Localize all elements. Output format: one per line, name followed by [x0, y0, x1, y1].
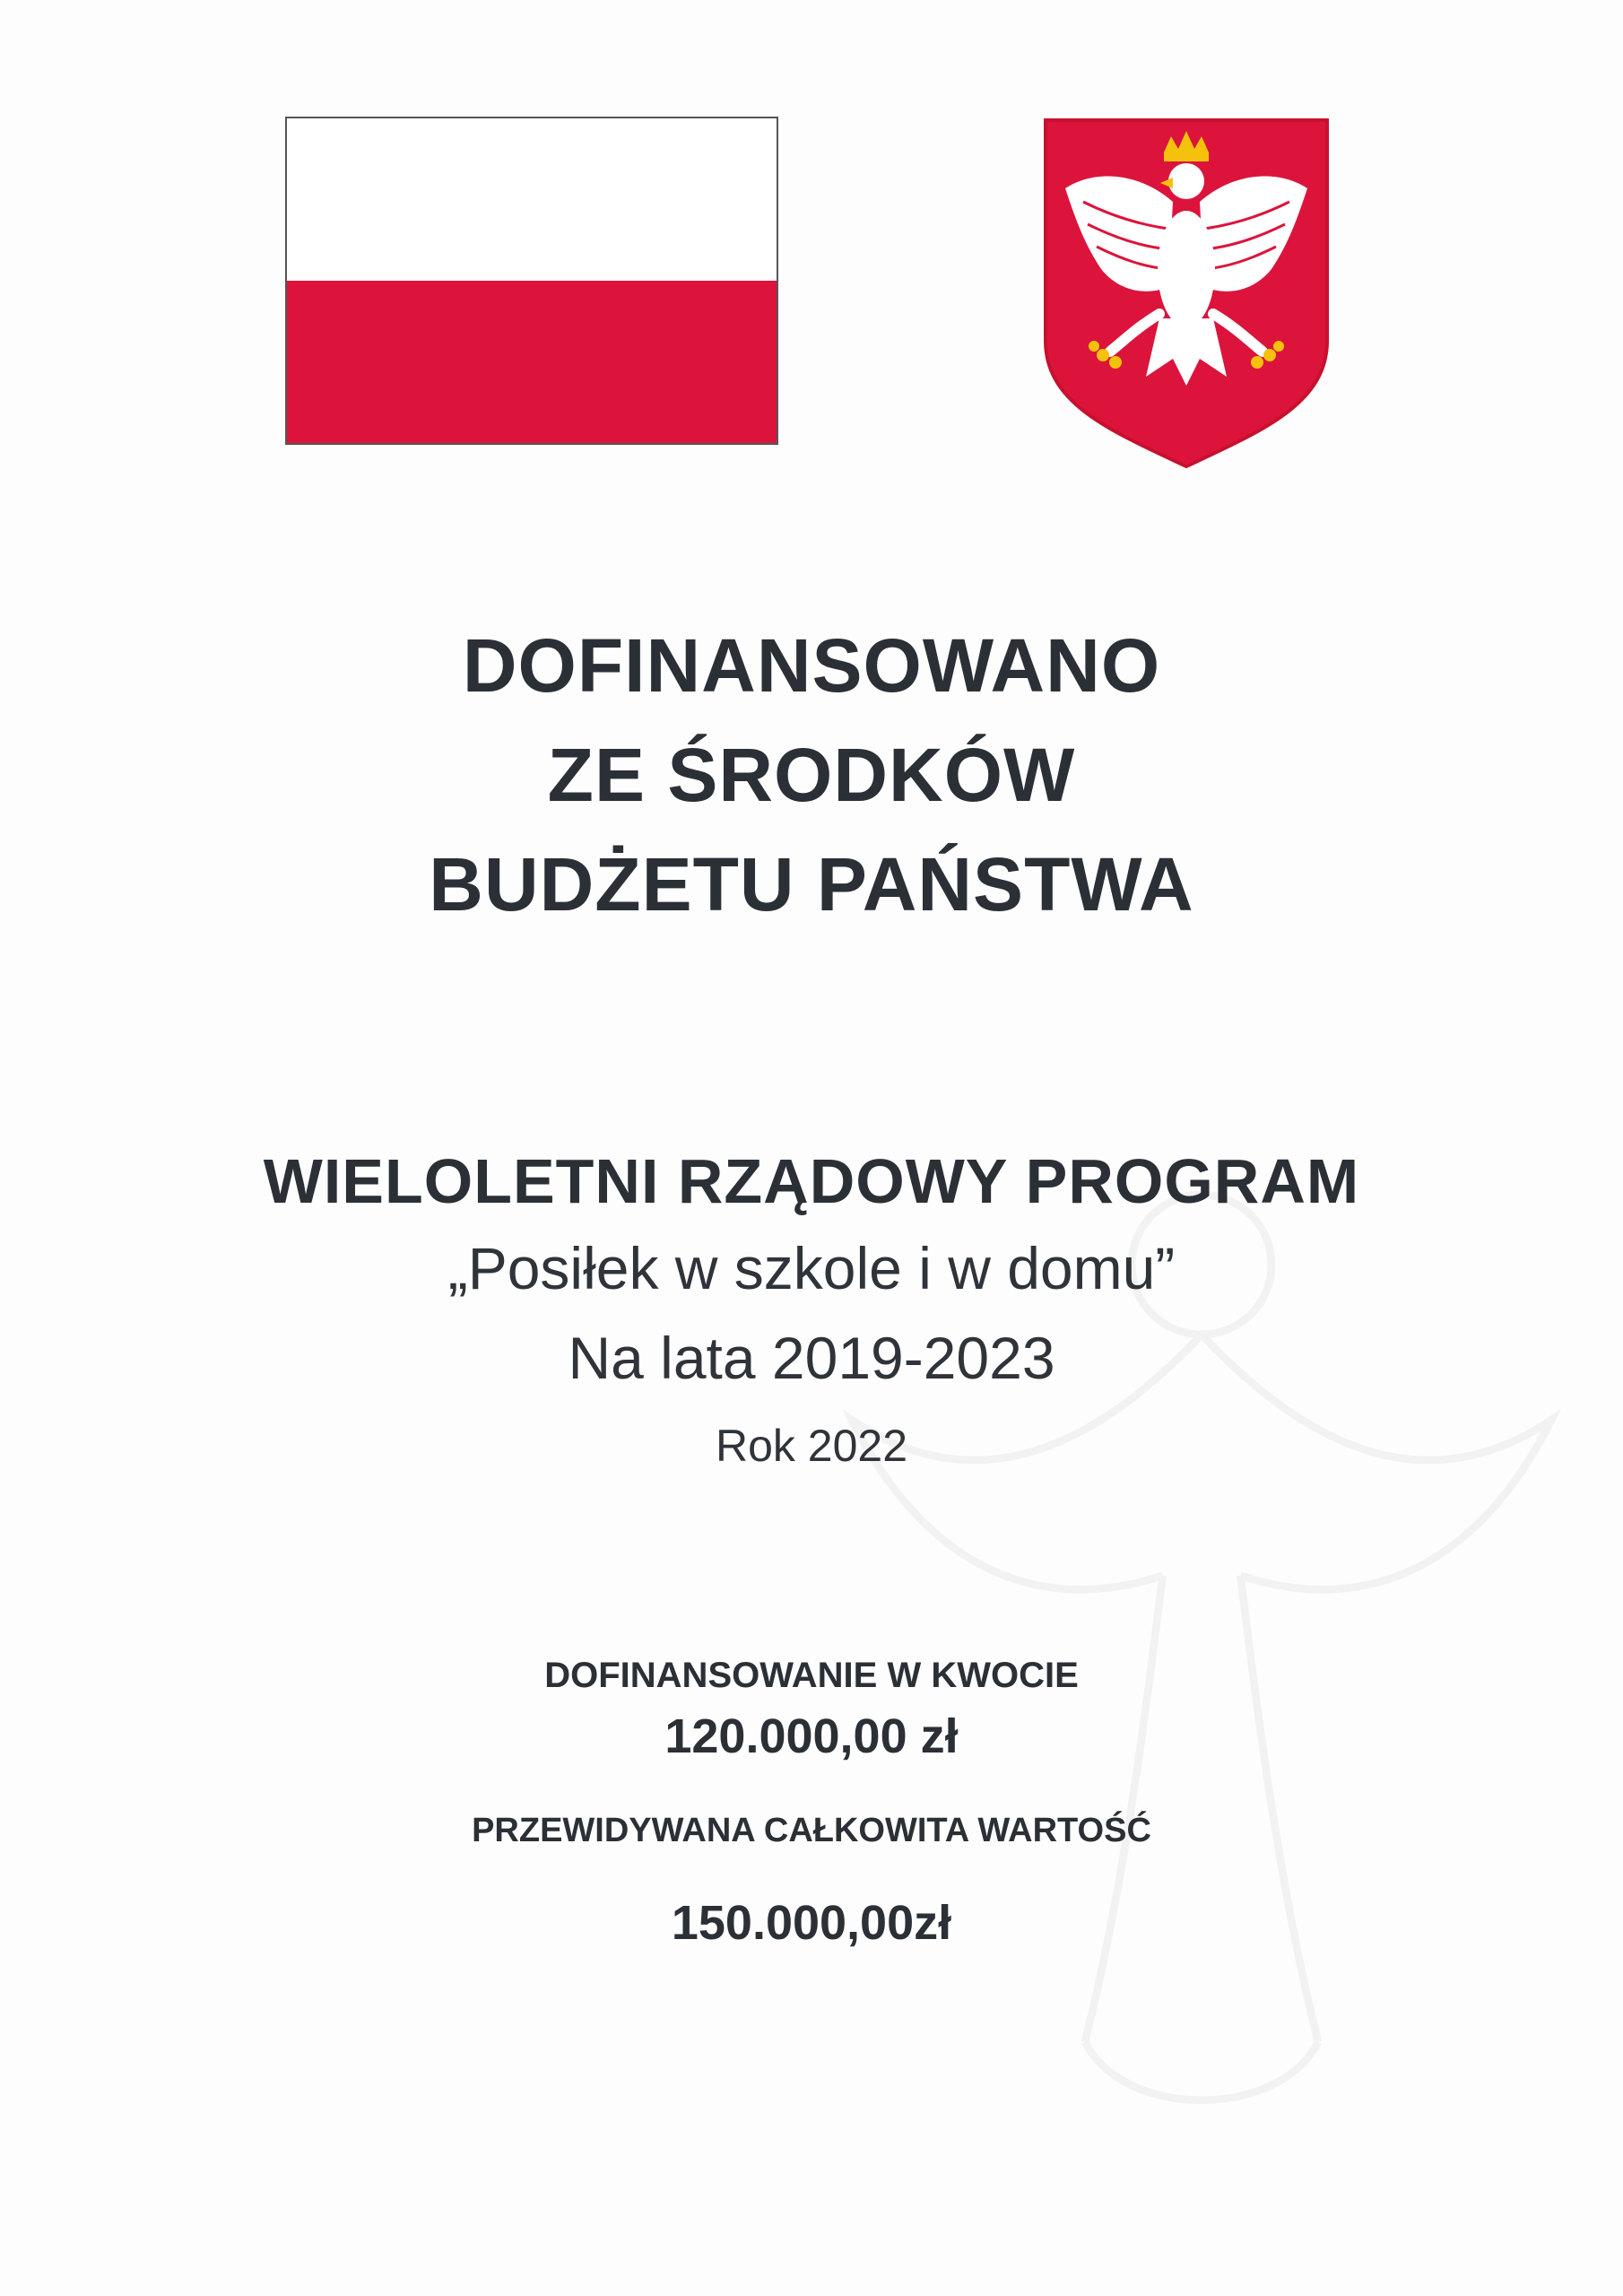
total-value-amount: 150.000,00zł: [671, 1896, 952, 1950]
funding-label: DOFINANSOWANIE W KWOCIE: [544, 1656, 1079, 1695]
program-years: Na lata 2019-2023: [568, 1325, 1055, 1391]
flag-white-stripe: [287, 118, 777, 281]
program-year: Rok 2022: [715, 1421, 908, 1471]
heading-line-3: BUDŻETU PAŃSTWA: [429, 842, 1194, 926]
funding-amount: 120.000,00 zł: [664, 1709, 959, 1763]
program-name: „Posiłek w szkole i w domu”: [447, 1235, 1176, 1301]
program-title: WIELOLETNI RZĄDOWY PROGRAM: [263, 1146, 1360, 1216]
polish-flag-icon: [285, 117, 778, 445]
total-value-label: PRZEWIDYWANA CAŁKOWITA WARTOŚĆ: [472, 1812, 1151, 1849]
flag-red-stripe: [287, 281, 777, 443]
polish-eagle-emblem-icon: [1038, 117, 1334, 468]
heading-line-1: DOFINANSOWANO: [462, 623, 1161, 708]
heading-line-2: ZE ŚRODKÓW: [547, 733, 1076, 817]
